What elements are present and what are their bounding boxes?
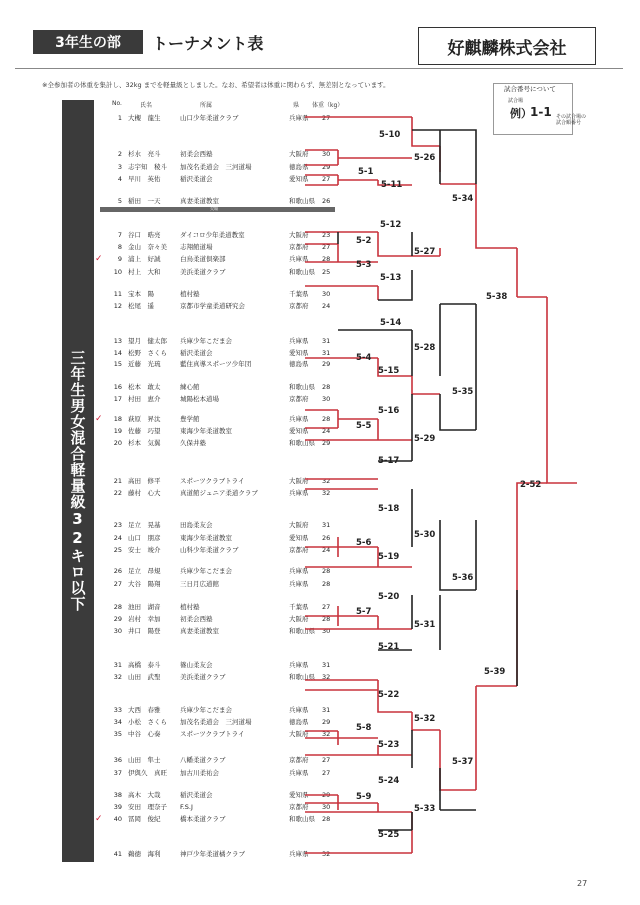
entry-club: 志翔館道場 (180, 243, 213, 251)
entry-club: 加古川柔祐会 (180, 769, 219, 777)
match-label: 5-26 (414, 153, 436, 163)
entry-name: 中谷 心奏 (128, 730, 161, 738)
entry-prefecture: 大阪府 (289, 730, 309, 738)
entry-weight: 27 (322, 603, 331, 611)
winner-check-icon: ✓ (95, 814, 103, 824)
entry-prefecture: 京都府 (289, 395, 309, 403)
entry-weight: 26 (322, 197, 331, 205)
entry-number: 20 (113, 439, 122, 447)
entry-name: 安田 理奈子 (128, 803, 167, 811)
entry-prefecture: 徳島県 (289, 718, 309, 726)
entry-prefecture: 徳島県 (289, 163, 309, 171)
match-label: 5-1 (358, 167, 374, 177)
entry-prefecture: 愛知県 (289, 791, 309, 799)
entry-name: 村上 大和 (128, 268, 161, 276)
entry-prefecture: 京都府 (289, 756, 309, 764)
entry-club: 橋本柔道クラブ (180, 815, 226, 823)
entry-number: 37 (113, 769, 122, 777)
entry-prefecture: 兵庫県 (289, 769, 309, 777)
entry-number: 9 (117, 255, 122, 263)
legend-court-label: 試合場 (508, 98, 524, 104)
entry-name: 高橋 泰斗 (128, 661, 161, 669)
match-label: 5-35 (452, 387, 474, 397)
entry-weight: 32 (322, 673, 331, 681)
entry-prefecture: 大阪府 (289, 477, 309, 485)
match-label: 5-34 (452, 194, 474, 204)
entry-name: 山口 朋彦 (128, 534, 161, 542)
match-label: 5-3 (356, 260, 372, 270)
entry-name: 伊與久 真旺 (128, 769, 167, 777)
entry-name: 杉本 気翼 (128, 439, 161, 447)
entry-prefecture: 和歌山県 (289, 268, 315, 276)
entry-name: 佐藤 巧望 (128, 427, 161, 435)
entry-weight: 31 (322, 349, 331, 357)
entry-prefecture: 大阪府 (289, 615, 309, 623)
grade-label: 3年生の部 (33, 30, 143, 54)
entry-number: 15 (113, 360, 122, 368)
match-label: 5-7 (356, 607, 372, 617)
entry-prefecture: 愛知県 (289, 427, 309, 435)
entry-prefecture: 京都府 (289, 546, 309, 554)
entry-prefecture: 千葉県 (289, 290, 309, 298)
legend-example: 例） (510, 107, 532, 120)
entry-number: 27 (113, 580, 122, 588)
entry-name: 望月 健太郎 (128, 337, 167, 345)
entry-number: 10 (113, 268, 122, 276)
col-club: 所属 (200, 102, 213, 109)
entry-club: 篠山柔友会 (180, 661, 213, 669)
entry-name: 山田 隼士 (128, 756, 161, 764)
match-label: 5-38 (486, 292, 508, 302)
entry-weight: 32 (322, 730, 331, 738)
entry-weight: 31 (322, 521, 331, 529)
match-label: 5-2 (356, 236, 372, 246)
entry-club: 植村塾 (180, 603, 200, 611)
entry-prefecture: 徳島県 (289, 360, 309, 368)
entry-prefecture: 愛知県 (289, 534, 309, 542)
entry-name: 松本 敢太 (128, 383, 161, 391)
entry-number: 17 (113, 395, 122, 403)
entry-prefecture: 兵庫県 (289, 580, 309, 588)
legend-title: 試合番号について (504, 85, 556, 93)
entry-club: 初柔会西塾 (180, 615, 213, 623)
entry-weight: 27 (322, 114, 331, 122)
entry-club: 豊学館 (180, 415, 200, 423)
entry-club: 真妻柔道教室 (180, 627, 219, 635)
entry-prefecture: 大阪府 (289, 231, 309, 239)
entry-weight: 24 (322, 302, 331, 310)
entry-club: 兵庫少年こだま会 (180, 567, 232, 575)
entry-name: 杉水 亮斗 (128, 150, 161, 158)
entry-number: 26 (113, 567, 122, 575)
entry-weight: 28 (322, 815, 331, 823)
entry-name: 志宇知 稜斗 (128, 163, 167, 171)
entry-prefecture: 和歌山県 (289, 627, 315, 635)
entry-number: 14 (113, 349, 122, 357)
entry-prefecture: 兵庫県 (289, 255, 309, 263)
legend-example-number: 1-1 (530, 105, 552, 119)
entry-name: 岩村 幸加 (128, 615, 161, 623)
entry-number: 13 (113, 337, 122, 345)
entry-name: 近藤 光琉 (128, 360, 161, 368)
match-label: 5-37 (452, 757, 474, 767)
entry-name: 萩原 昇汰 (128, 415, 161, 423)
entry-number: 3 (117, 163, 122, 171)
entry-name: 谷口 晧亮 (128, 231, 161, 239)
entry-name: 高田 修平 (128, 477, 161, 485)
entry-name: 高木 大哉 (128, 791, 161, 799)
entry-weight: 27 (322, 756, 331, 764)
entry-prefecture: 兵庫県 (289, 114, 309, 122)
col-pref: 県 (293, 102, 300, 109)
legend-order-label: その試合場の試合順番号 (556, 114, 587, 126)
entry-prefecture: 愛知県 (289, 175, 309, 183)
entry-name: 村田 恵介 (128, 395, 161, 403)
entry-number: 4 (117, 175, 122, 183)
winner-check-icon: ✓ (95, 254, 103, 264)
entry-prefecture: 京都府 (289, 243, 309, 251)
entry-number: 1 (117, 114, 122, 122)
entry-club: 神戸少年柔道橘クラブ (180, 850, 245, 858)
entry-weight: 26 (322, 534, 331, 542)
entry-club: 久保井塾 (180, 439, 206, 447)
entry-weight: 30 (322, 395, 331, 403)
entry-weight: 32 (322, 477, 331, 485)
match-label: 5-10 (379, 130, 401, 140)
entry-number: 19 (113, 427, 122, 435)
sponsor-name: 好麒麟株式会社 (418, 27, 596, 65)
division-title: 三年生男女混合軽量級32キロ以下 (62, 100, 94, 862)
entry-number: 24 (113, 534, 122, 542)
entry-weight: 32 (322, 489, 331, 497)
entry-weight: 28 (322, 567, 331, 575)
entry-number: 12 (113, 302, 122, 310)
entry-prefecture: 兵庫県 (289, 661, 309, 669)
match-label: 5-14 (380, 318, 402, 328)
winner-check-icon: ✓ (95, 414, 103, 424)
col-weight: 体重（kg） (312, 102, 344, 109)
entry-weight: 27 (322, 175, 331, 183)
match-label: 5-32 (414, 714, 436, 724)
entry-name: 金山 奈々美 (128, 243, 167, 251)
entry-name: 早川 英佑 (128, 175, 161, 183)
bye-label: 欠場 (210, 206, 218, 211)
entry-weight: 28 (322, 615, 331, 623)
entry-club: 田島柔友会 (180, 521, 213, 529)
entry-weight: 30 (322, 290, 331, 298)
entry-name: 小松 さくら (128, 718, 167, 726)
entry-club: 藍住真導スポーツ少年団 (180, 360, 252, 368)
entry-weight: 32 (322, 850, 331, 858)
entry-number: 38 (113, 791, 122, 799)
entry-name: 松尾 遥 (128, 302, 154, 310)
entry-prefecture: 大阪府 (289, 521, 309, 529)
entry-weight: 23 (322, 231, 331, 239)
col-name: 氏名 (140, 102, 153, 109)
entry-club: 東海少年柔道教室 (180, 427, 232, 435)
match-label: 5-18 (378, 504, 400, 514)
entry-prefecture: 兵庫県 (289, 489, 309, 497)
entry-club: 加茂名柔道会 三河道場 (180, 718, 252, 726)
entry-number: 29 (113, 615, 122, 623)
entry-number: 7 (117, 231, 122, 239)
entry-number: 35 (113, 730, 122, 738)
entry-name: 大谷 陽翔 (128, 580, 161, 588)
match-label: 5-20 (378, 592, 400, 602)
match-label: 5-30 (414, 530, 436, 540)
entry-club: 真妻柔道教室 (180, 197, 219, 205)
entry-club: F.S.J (180, 803, 193, 811)
entry-weight: 28 (322, 580, 331, 588)
entry-number: 36 (113, 756, 122, 764)
match-label: 5-23 (378, 740, 400, 750)
match-label: 2-52 (520, 480, 542, 490)
entry-name: 浦上 好誠 (128, 255, 161, 263)
entry-club: 植村塾 (180, 290, 200, 298)
entry-prefecture: 和歌山県 (289, 673, 315, 681)
entry-number: 5 (117, 197, 122, 205)
entry-weight: 30 (322, 803, 331, 811)
entry-number: 30 (113, 627, 122, 635)
entry-club: スポーツクラブトライ (180, 730, 245, 738)
entry-club: 稲沢柔道会 (180, 175, 213, 183)
entry-name: 松野 さくら (128, 349, 167, 357)
entry-club: 稲沢柔道会 (180, 791, 213, 799)
entry-prefecture: 愛知県 (289, 349, 309, 357)
entry-club: 兵庫少年こだま会 (180, 337, 232, 345)
entry-weight: 30 (322, 150, 331, 158)
entry-weight: 27 (322, 243, 331, 251)
entry-number: 40 (113, 815, 122, 823)
entry-weight: 29 (322, 791, 331, 799)
entry-club: 美浜柔道クラブ (180, 673, 226, 681)
match-label: 5-5 (356, 421, 372, 431)
entry-name: 冨岡 俊紀 (128, 815, 161, 823)
entry-weight: 28 (322, 255, 331, 263)
match-label: 5-36 (452, 573, 474, 583)
match-label: 5-27 (414, 247, 436, 257)
match-label: 5-28 (414, 343, 436, 353)
entry-number: 28 (113, 603, 122, 611)
entry-prefecture: 兵庫県 (289, 337, 309, 345)
match-label: 5-25 (378, 830, 400, 840)
match-label: 5-31 (414, 620, 436, 630)
entry-number: 23 (113, 521, 122, 529)
entry-club: スポーツクラブトライ (180, 477, 245, 485)
entry-prefecture: 和歌山県 (289, 439, 315, 447)
entry-club: 京都市学童柔道研究会 (180, 302, 245, 310)
entry-number: 16 (113, 383, 122, 391)
match-label: 5-13 (380, 273, 402, 283)
entry-number: 11 (113, 290, 122, 298)
entry-name: 井口 陽登 (128, 627, 161, 635)
entry-name: 大槻 龍生 (128, 114, 161, 122)
entry-club: 八幡柔道クラブ (180, 756, 226, 764)
entry-name: 宝本 陽 (128, 290, 154, 298)
match-label: 5-17 (378, 456, 400, 466)
match-label: 5-9 (356, 792, 372, 802)
match-label: 5-11 (381, 180, 403, 190)
entry-prefecture: 兵庫県 (289, 567, 309, 575)
entry-number: 22 (113, 489, 122, 497)
entry-club: ダイコロ少年柔道教室 (180, 231, 245, 239)
entry-club: 山口少年柔道クラブ (180, 114, 239, 122)
match-label: 5-6 (356, 538, 372, 548)
entry-weight: 29 (322, 439, 331, 447)
entry-prefecture: 兵庫県 (289, 415, 309, 423)
entry-number: 32 (113, 673, 122, 681)
entry-club: 三日月広道館 (180, 580, 219, 588)
entry-name: 大西 春雅 (128, 706, 161, 714)
entry-prefecture: 和歌山県 (289, 383, 315, 391)
entry-name: 安士 竣介 (128, 546, 161, 554)
match-label: 5-22 (378, 690, 400, 700)
entry-weight: 30 (322, 627, 331, 635)
entry-number: 41 (113, 850, 122, 858)
page-number: 27 (577, 879, 588, 888)
entry-prefecture: 大阪府 (289, 150, 309, 158)
entry-name: 藤村 心大 (128, 489, 161, 497)
match-label: 5-12 (380, 220, 402, 230)
weight-note: ※全参加者の体重を集計し、32kg までを軽量級としました。なお、希望者は体重に関わらず、無差別となっています。 (42, 81, 390, 89)
entry-club: 山科少年柔道クラブ (180, 546, 239, 554)
entry-weight: 28 (322, 383, 331, 391)
match-label: 5-29 (414, 434, 436, 444)
entry-club: 美浜柔道クラブ (180, 268, 226, 276)
match-label: 5-21 (378, 642, 400, 652)
entry-club: 稲沢柔道会 (180, 349, 213, 357)
entry-prefecture: 和歌山県 (289, 815, 315, 823)
entry-weight: 27 (322, 769, 331, 777)
match-label: 5-39 (484, 667, 506, 677)
entry-weight: 31 (322, 706, 331, 714)
entry-club: 兵庫少年こだま会 (180, 706, 232, 714)
entry-number: 21 (113, 477, 122, 485)
entry-club: 東海少年柔道教室 (180, 534, 232, 542)
entry-club: 加茂名柔道会 三河道場 (180, 163, 252, 171)
entry-prefecture: 千葉県 (289, 603, 309, 611)
match-label: 5-33 (414, 804, 436, 814)
match-label: 5-24 (378, 776, 400, 786)
entry-number: 8 (117, 243, 122, 251)
entry-club: 練心館 (180, 383, 200, 391)
entry-weight: 31 (322, 337, 331, 345)
entry-club: 初柔会西塾 (180, 150, 213, 158)
match-label: 5-8 (356, 723, 372, 733)
entry-number: 25 (113, 546, 122, 554)
entry-number: 18 (113, 415, 122, 423)
entry-prefecture: 京都府 (289, 302, 309, 310)
entry-weight: 28 (322, 415, 331, 423)
entry-number: 2 (117, 150, 122, 158)
entry-club: 真道館ジュニア柔道クラブ (180, 489, 258, 497)
match-label: 5-19 (378, 552, 400, 562)
entry-name: 山田 武聖 (128, 673, 161, 681)
match-label: 5-4 (356, 353, 372, 363)
entry-weight: 29 (322, 163, 331, 171)
entry-name: 池田 湖音 (128, 603, 161, 611)
entry-name: 足立 晃基 (128, 521, 161, 529)
entry-weight: 29 (322, 718, 331, 726)
entry-weight: 31 (322, 661, 331, 669)
entry-number: 31 (113, 661, 122, 669)
entry-number: 39 (113, 803, 122, 811)
entry-club: 白鳥柔道倶楽部 (180, 255, 226, 263)
entry-weight: 29 (322, 360, 331, 368)
entry-number: 33 (113, 706, 122, 714)
entry-weight: 24 (322, 546, 331, 554)
entry-prefecture: 兵庫県 (289, 850, 309, 858)
entry-prefecture: 京都府 (289, 803, 309, 811)
entry-weight: 25 (322, 268, 331, 276)
match-label: 5-16 (378, 406, 400, 416)
col-no: No. (112, 100, 122, 107)
page-title: トーナメント表 (152, 34, 264, 53)
entry-name: 足立 昂規 (128, 567, 161, 575)
entry-weight: 24 (322, 427, 331, 435)
entry-prefecture: 兵庫県 (289, 706, 309, 714)
entry-number: 34 (113, 718, 122, 726)
entry-club: 城陽松本道場 (180, 395, 219, 403)
entry-name: 稲田 一天 (128, 197, 161, 205)
entry-prefecture: 和歌山県 (289, 197, 315, 205)
entry-name: 鵜徳 海利 (128, 850, 161, 858)
match-label: 5-15 (378, 366, 400, 376)
